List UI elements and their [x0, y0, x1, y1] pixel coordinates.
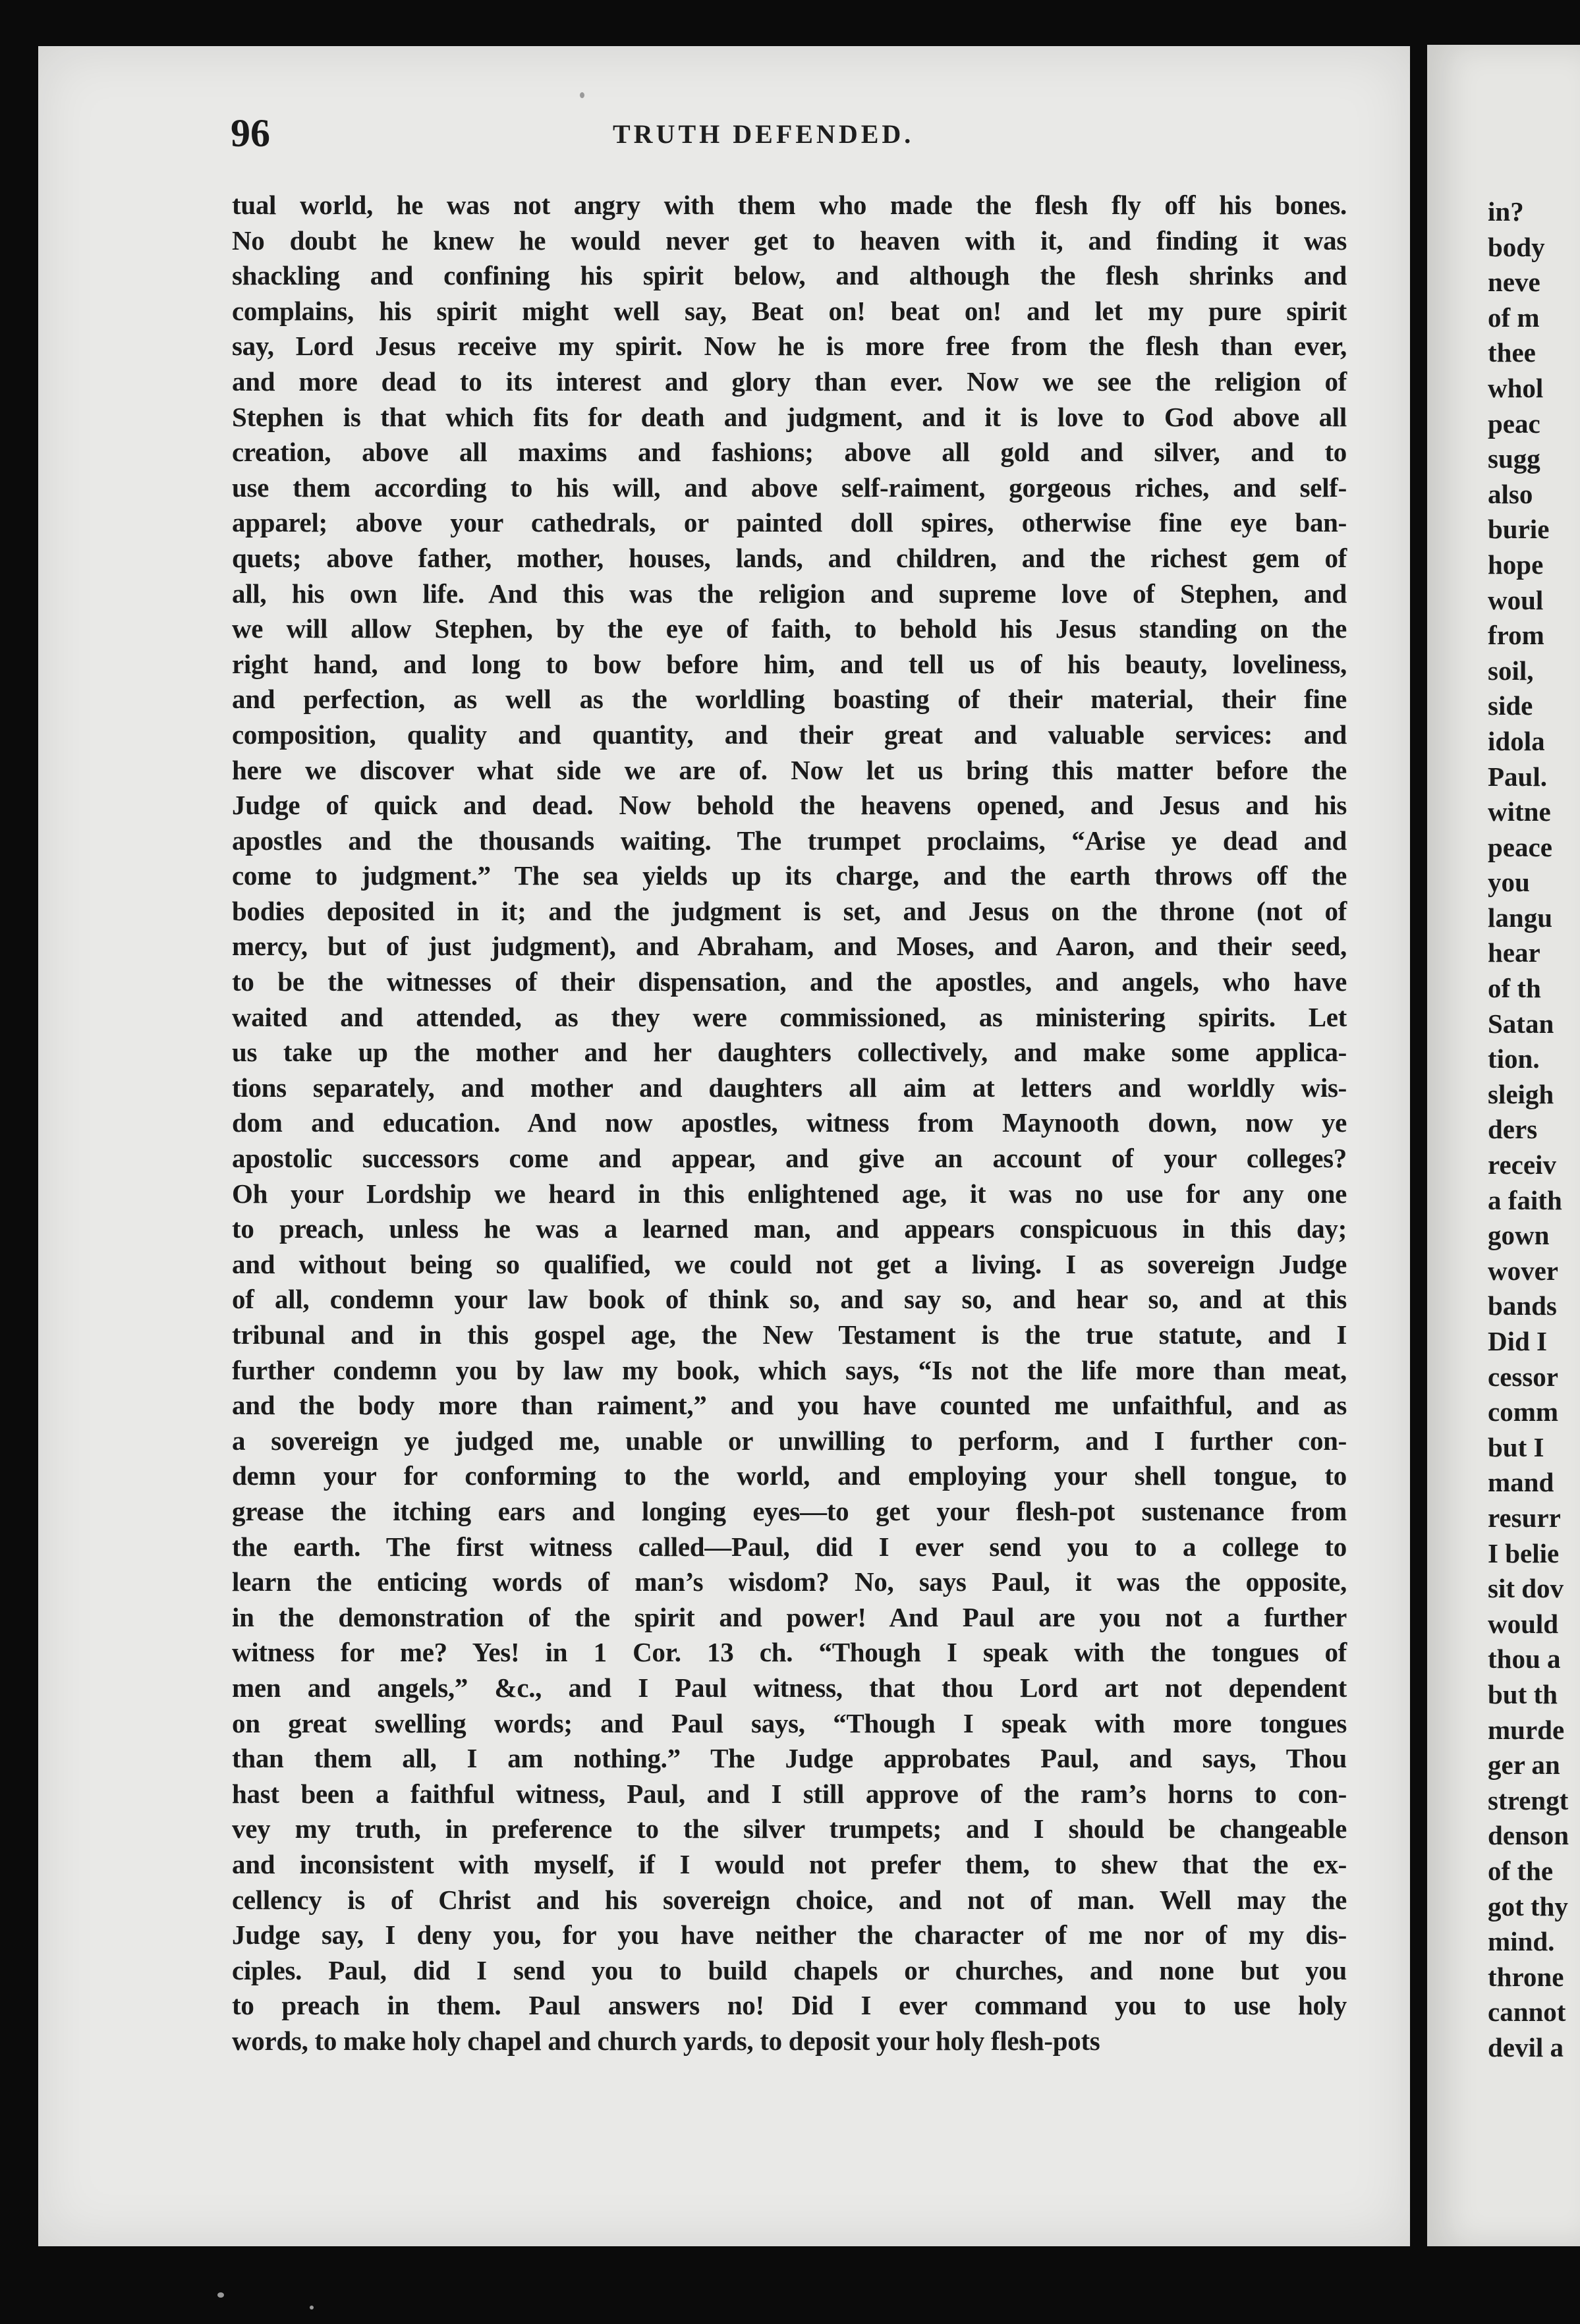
- text-line: tions separately, and mother and daughters all aim at letters and worldly wis-: [232, 1072, 1347, 1103]
- text-line: tribunal and in this gospel age, the New Testament is the true statute, and I: [232, 1319, 1347, 1350]
- text-line: and the body more than raiment,” and you have counted me unfaithful, and as: [232, 1390, 1347, 1421]
- right-page-line: wover: [1488, 1255, 1559, 1286]
- text-line: and more dead to its interest and glory than ever. Now we see the religion of: [232, 366, 1347, 397]
- right-page-line: Satan: [1488, 1008, 1554, 1039]
- right-page-line: peace: [1488, 831, 1552, 862]
- text-line: creation, above all maxims and fashions; above all gold and silver, and to: [232, 437, 1347, 468]
- right-page-text: [1488, 194, 1580, 2065]
- right-page-line: thou a: [1488, 1644, 1561, 1674]
- text-line: No doubt he knew he would never get to heaven with it, and finding it was: [232, 225, 1347, 256]
- right-page-line: hear: [1488, 937, 1540, 968]
- text-line: apostles and the thousands waiting. The trumpet proclaims, “Arise ye dead and: [232, 825, 1347, 856]
- text-line: than them all, I am nothing.” The Judge approbates Paul, and says, Thou: [232, 1743, 1347, 1774]
- right-page-line: would: [1488, 1608, 1559, 1639]
- right-page-line: from: [1488, 620, 1544, 651]
- text-line: we will allow Stephen, by the eye of faith, to behold his Jesus standing on the: [232, 613, 1347, 644]
- text-line: hast been a faithful witness, Paul, and I still approve of the ram’s horns to con-: [232, 1778, 1347, 1809]
- text-line: quets; above father, mother, houses, lands, and children, and the richest gem of: [232, 542, 1347, 573]
- right-page-line: strengt: [1488, 1784, 1569, 1815]
- right-page-line: langu: [1488, 902, 1552, 933]
- right-page-line: whol: [1488, 372, 1544, 403]
- right-page-line: sit dov: [1488, 1573, 1564, 1604]
- right-page-line: murde: [1488, 1714, 1565, 1745]
- right-page-line: cannot: [1488, 1997, 1566, 2028]
- text-line: all, his own life. And this was the religion and supreme love of Stephen, and: [232, 578, 1347, 609]
- text-line: words, to make holy chapel and church yards, to deposit your holy flesh-pots: [232, 2025, 1100, 2056]
- right-page-line: also: [1488, 478, 1533, 509]
- body-text: [232, 188, 1347, 2059]
- text-line: and without being so qualified, we could not get a living. I as sovereign Judge: [232, 1248, 1347, 1279]
- right-page-line: body: [1488, 231, 1545, 262]
- right-page-line: throne: [1488, 1961, 1564, 1992]
- text-line: to be the witnesses of their dispensation, and the apostles, and angels, who have: [232, 966, 1347, 997]
- text-line: and perfection, as well as the worldling boasting of their material, their fine: [232, 684, 1347, 715]
- right-page-line: of th: [1488, 973, 1541, 1004]
- text-line: ciples. Paul, did I send you to build chapels or churches, and none but you: [232, 1954, 1347, 1985]
- right-page-line: comm: [1488, 1397, 1559, 1427]
- text-line: grease the itching ears and longing eyes—to get your flesh-pot sustenance from: [232, 1495, 1347, 1526]
- right-page-line: woul: [1488, 584, 1544, 615]
- text-line: here we discover what side we are of. Now let us bring this matter before the: [232, 754, 1347, 785]
- text-line: apparel; above your cathedrals, or painted doll spires, otherwise fine eye ban-: [232, 507, 1347, 538]
- text-line: Oh your Lordship we heard in this enlightened age, it was no use for any one: [232, 1178, 1347, 1209]
- text-line: cellency is of Christ and his sovereign choice, and not of man. Well may the: [232, 1884, 1347, 1915]
- text-line: vey my truth, in preference to the silver trumpets; and I should be changeable: [232, 1813, 1347, 1844]
- right-page-line: but th: [1488, 1678, 1558, 1709]
- running-head: [191, 105, 1351, 158]
- text-line: waited and attended, as they were commissioned, as ministering spirits. Let: [232, 1001, 1347, 1032]
- text-line: right hand, and long to bow before him, and tell us of his beauty, loveliness,: [232, 648, 1347, 679]
- right-page-line: cessor: [1488, 1361, 1559, 1392]
- right-page-line: bands: [1488, 1290, 1557, 1321]
- text-line: come to judgment.” The sea yields up its charge, and the earth throws off the: [232, 860, 1347, 891]
- right-page-line: mand: [1488, 1467, 1554, 1498]
- text-line: use them according to his will, and above self-raiment, gorgeous riches, and self-: [232, 472, 1347, 503]
- text-line: shackling and confining his spirit below, and although the flesh shrinks and: [232, 260, 1347, 291]
- right-page-line: tion.: [1488, 1043, 1540, 1074]
- right-page-line: sleigh: [1488, 1078, 1554, 1109]
- running-title: TRUTH DEFENDED.: [613, 119, 915, 149]
- text-line: and inconsistent with myself, if I would not prefer them, to shew that the ex-: [232, 1848, 1347, 1879]
- right-page-line: you: [1488, 867, 1530, 898]
- right-page-line: burie: [1488, 514, 1550, 545]
- text-line: to preach in them. Paul answers no! Did I ever command you to use holy: [232, 1990, 1347, 2021]
- right-page-line: gown: [1488, 1220, 1550, 1251]
- right-page-line: mind.: [1488, 1926, 1555, 1957]
- right-page-line: hope: [1488, 549, 1544, 580]
- scan-speck: [310, 2306, 314, 2310]
- right-page-line: idola: [1488, 725, 1545, 756]
- text-line: the earth. The first witness called—Paul, did I ever send you to a college to: [232, 1531, 1347, 1562]
- text-line: apostolic successors come and appear, and give an account of your colleges?: [232, 1143, 1347, 1174]
- right-page-line: soil,: [1488, 655, 1534, 686]
- text-line: men and angels,” &c., and I Paul witness, that thou Lord art not dependent: [232, 1672, 1347, 1703]
- right-page-line: receiv: [1488, 1149, 1556, 1180]
- right-page-line: a faith: [1488, 1184, 1562, 1215]
- page-number: 96: [231, 111, 270, 155]
- text-line: Judge of quick and dead. Now behold the heavens opened, and Jesus and his: [232, 790, 1347, 821]
- right-page-line: Did I: [1488, 1326, 1548, 1356]
- right-page-line: Paul.: [1488, 761, 1547, 792]
- right-page-line: in?: [1488, 196, 1524, 227]
- right-page-line: neve: [1488, 267, 1540, 298]
- right-page-line: got thy: [1488, 1891, 1568, 1922]
- right-page-line: denson: [1488, 1820, 1569, 1851]
- text-line: bodies deposited in it; and the judgment is set, and Jesus on the throne (not of: [232, 895, 1347, 926]
- right-page-line: devil a: [1488, 2032, 1564, 2062]
- text-line: dom and education. And now apostles, witness from Maynooth down, now ye: [232, 1107, 1347, 1138]
- text-line: demn your for conforming to the world, and employing your shell tongue, to: [232, 1460, 1347, 1491]
- text-line: us take up the mother and her daughters collectively, and make some applica-: [232, 1037, 1347, 1068]
- text-line: Stephen is that which fits for death and judgment, and it is love to God above all: [232, 401, 1347, 432]
- text-line: witness for me? Yes! in 1 Cor. 13 ch. “Though I speak with the tongues of: [232, 1637, 1347, 1668]
- right-page-line: peac: [1488, 408, 1540, 439]
- text-line: in the demonstration of the spirit and power! And Paul are you not a further: [232, 1601, 1347, 1632]
- text-line: complains, his spirit might well say, Beat on! beat on! and let my pure spirit: [232, 295, 1347, 326]
- text-line: on great swelling words; and Paul says, “Though I speak with more tongues: [232, 1707, 1347, 1738]
- right-page-line: but I: [1488, 1431, 1544, 1462]
- text-line: tual world, he was not angry with them who made the flesh fly off his bones.: [232, 190, 1347, 220]
- right-page-line: of the: [1488, 1855, 1554, 1886]
- right-page-line: side: [1488, 690, 1533, 721]
- scan-speck: [217, 2292, 224, 2298]
- text-line: a sovereign ye judged me, unable or unwilling to perform, and I further con-: [232, 1425, 1347, 1456]
- right-page-line: I belie: [1488, 1537, 1560, 1568]
- text-line: of all, condemn your law book of think so, and say so, and hear so, and at this: [232, 1284, 1347, 1315]
- right-page-line: of m: [1488, 302, 1540, 333]
- text-line: mercy, but of just judgment), and Abraham, and Moses, and Aaron, and their seed,: [232, 931, 1347, 962]
- scan-speck: [580, 92, 584, 98]
- text-line: further condemn you by law my book, which says, “Is not the life more than meat,: [232, 1354, 1347, 1385]
- right-page-line: ders: [1488, 1114, 1538, 1145]
- text-line: say, Lord Jesus receive my spirit. Now he is more free from the flesh than ever,: [232, 331, 1347, 362]
- text-line: composition, quality and quantity, and their great and valuable services: and: [232, 719, 1347, 750]
- right-page-line: resurr: [1488, 1502, 1561, 1533]
- text-line: learn the enticing words of man’s wisdom? No, says Paul, it was the opposite,: [232, 1566, 1347, 1597]
- text-line: Judge say, I deny you, for you have neither the character of me nor of my dis-: [232, 1920, 1347, 1950]
- right-page-line: sugg: [1488, 443, 1540, 474]
- right-page-line: witne: [1488, 796, 1551, 827]
- right-page-line: ger an: [1488, 1750, 1560, 1781]
- right-page-line: thee: [1488, 337, 1536, 368]
- text-line: to preach, unless he was a learned man, and appears conspicuous in this day;: [232, 1213, 1347, 1244]
